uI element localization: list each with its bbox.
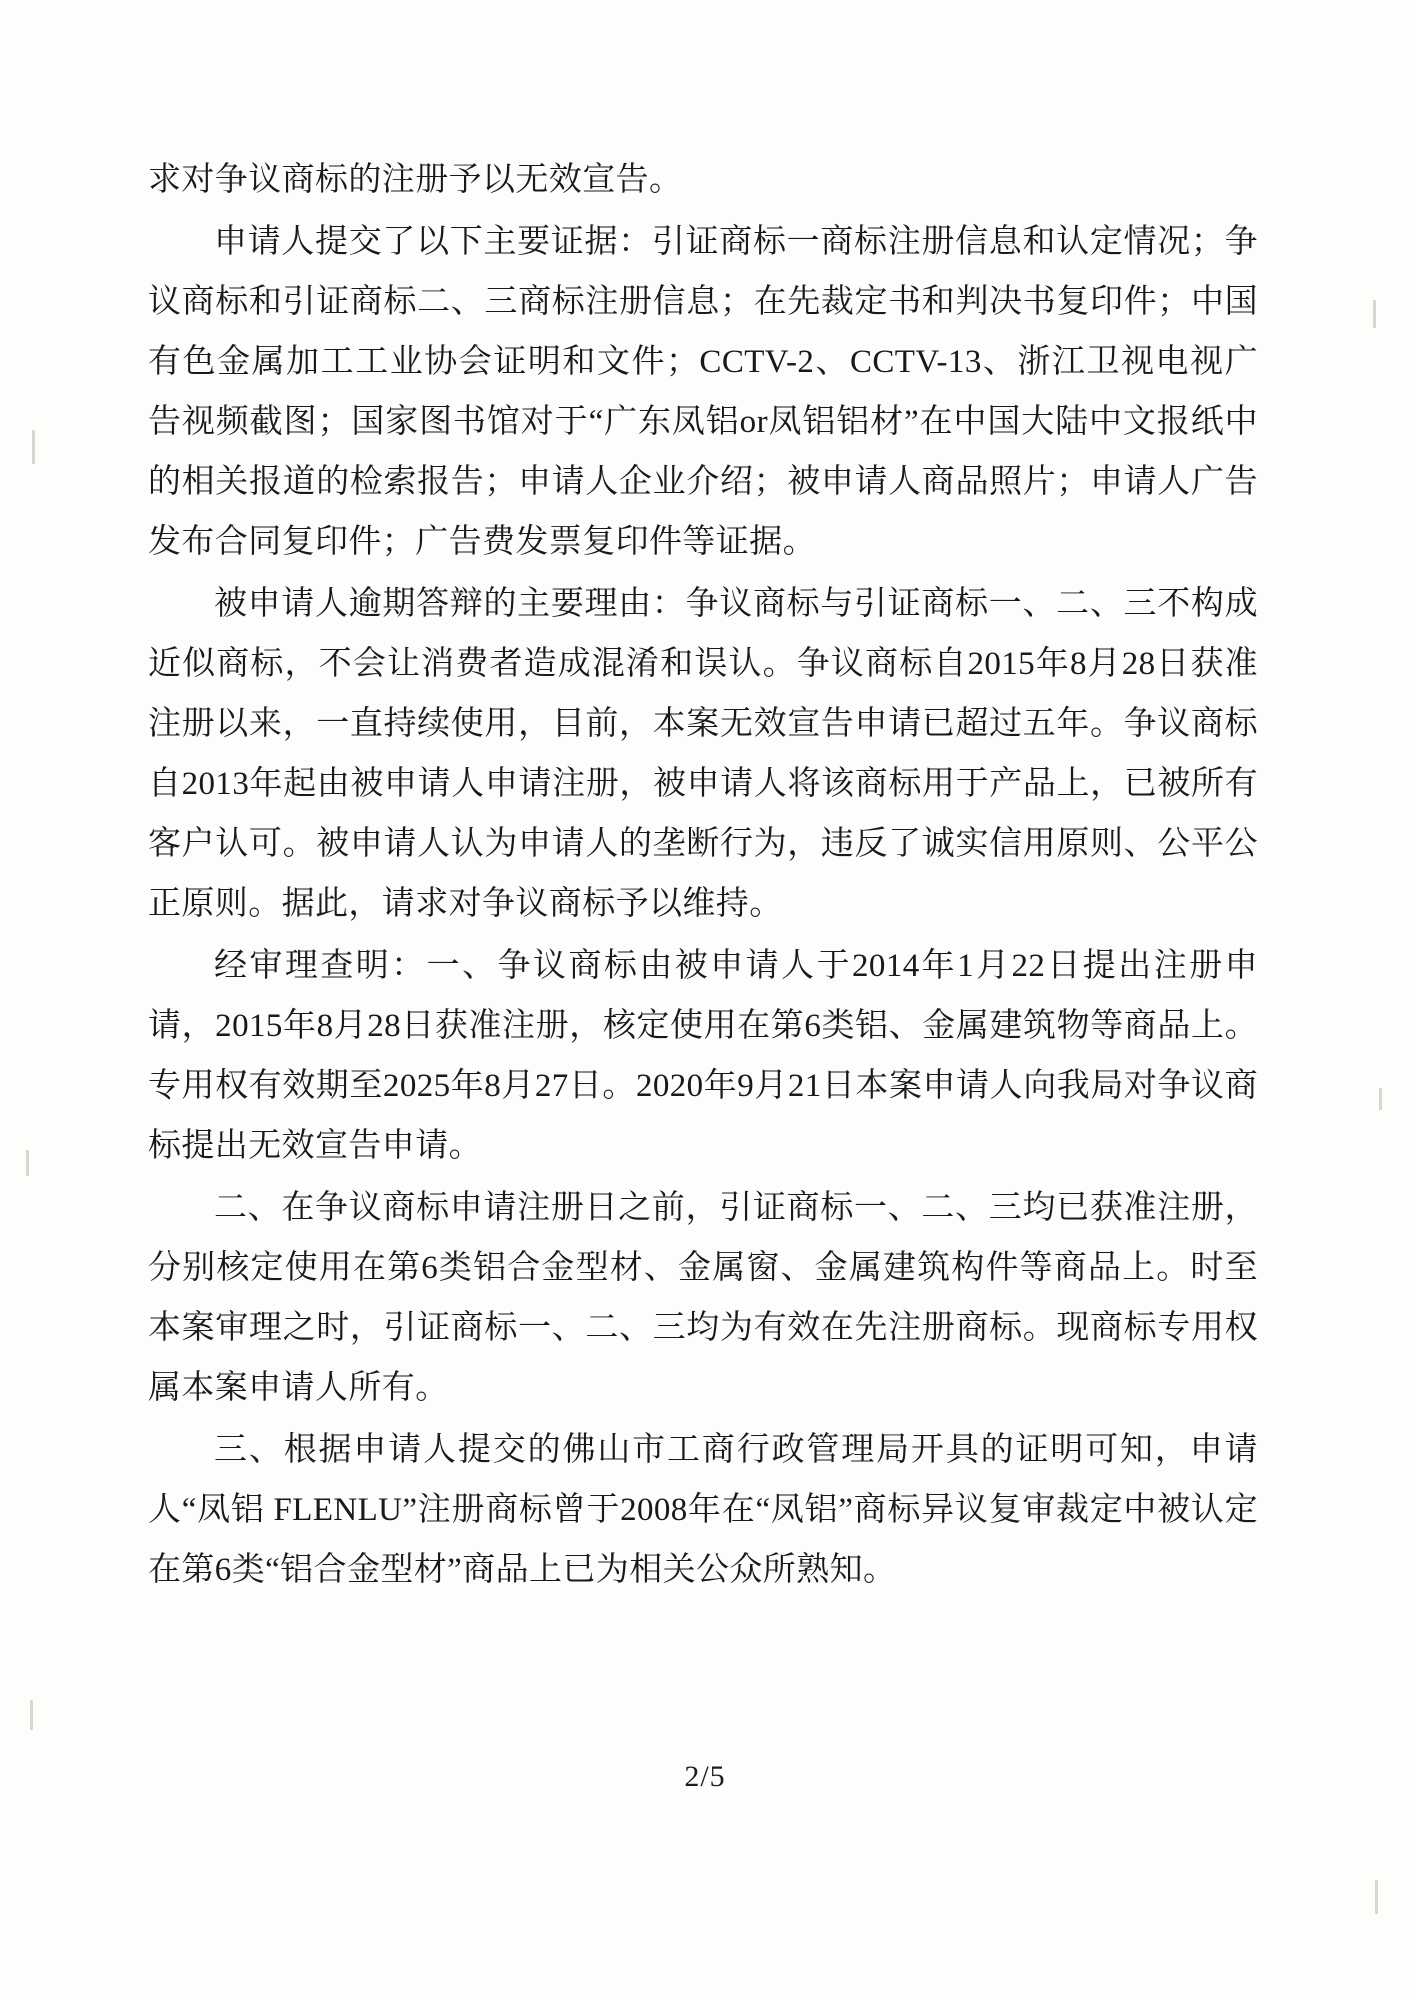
scan-edge-mark — [32, 430, 35, 464]
paragraph: 求对争议商标的注册予以无效宣告。 — [148, 162, 683, 198]
scan-edge-mark — [1375, 1880, 1378, 1914]
page-number: 2/5 — [684, 1760, 726, 1793]
paragraph: 被申请人逾期答辩的主要理由：争议商标与引证商标一、二、三不构成近似商标，不会让消费者造成混淆和误认。争议商标自2015年8月28日获准注册以来，一直持续使用，目前，本案无效宣告申请已超过五年。争议商标自2013年起由被申请人申请注册，被申请人将该商标用于产品上，已被所有客户认可。被申请人认为申请人的垄断行为，违反了诚实信用原则、公平公正原则。据此，请求对争议商标予以维持。 — [148, 586, 1258, 922]
document-body — [148, 150, 1258, 1600]
paragraph: 三、根据申请人提交的佛山市工商行政管理局开具的证明可知，申请人“凤铝 FLENLU”注册商标曾于2008年在“凤铝”商标异议复审裁定中被认定在第6类“铝合金型材”商品上已为相关公众所熟知。 — [148, 1432, 1258, 1588]
paragraph: 申请人提交了以下主要证据：引证商标一商标注册信息和认定情况；争议商标和引证商标二、三商标注册信息；在先裁定书和判决书复印件；中国有色金属加工工业协会证明和文件；CCTV-2、CCTV-13、浙江卫视电视广告视频截图；国家图书馆对于“广东凤铝or凤铝铝材”在中国大陆中文报纸中的相关报道的检索报告；申请人企业介绍；被申请人商品照片；申请人广告发布合同复印件；广告费发票复印件等证据。 — [148, 224, 1258, 560]
paragraph: 二、在争议商标申请注册日之前，引证商标一、二、三均已获准注册，分别核定使用在第6类铝合金型材、金属窗、金属建筑构件等商品上。时至本案审理之时，引证商标一、二、三均为有效在先注册商标。现商标专用权属本案申请人所有。 — [148, 1190, 1258, 1406]
paragraph: 经审理查明：一、争议商标由被申请人于2014年1月22日提出注册申请，2015年8月28日获准注册，核定使用在第6类铝、金属建筑物等商品上。专用权有效期至2025年8月27日。2020年9月21日本案申请人向我局对争议商标提出无效宣告申请。 — [148, 948, 1258, 1164]
scan-edge-mark — [26, 1150, 29, 1176]
scan-edge-mark — [1373, 300, 1376, 328]
document-text-block — [148, 150, 1258, 1602]
scan-edge-mark — [30, 1700, 33, 1730]
scan-edge-mark — [1379, 1088, 1382, 1110]
